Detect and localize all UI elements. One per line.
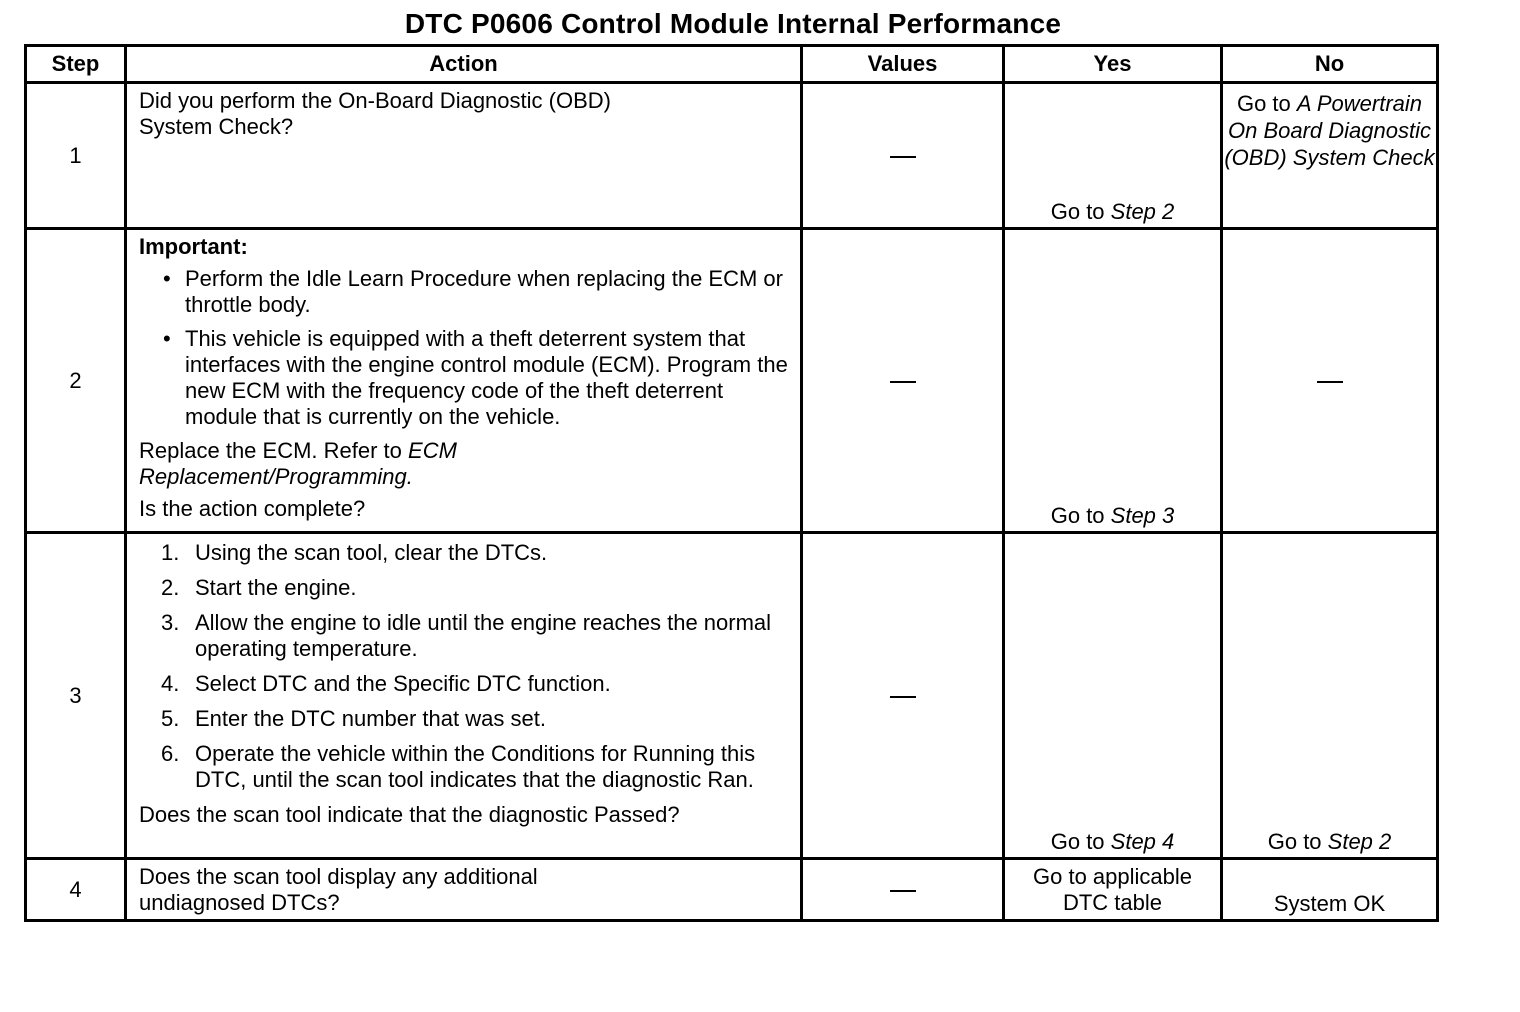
- no-dash: [1317, 381, 1343, 383]
- value-dash: [890, 381, 916, 383]
- no-prefix: Go to: [1236, 91, 1297, 116]
- header-no: No: [1222, 46, 1438, 83]
- values-cell: [802, 859, 1004, 921]
- action-text: Does the scan tool display any additional undiagnosed DTCs?: [139, 864, 538, 915]
- procedure-step: [161, 671, 788, 697]
- yes-prefix: Go to: [1050, 503, 1111, 528]
- no-cell: [1222, 83, 1438, 229]
- step-text: Using the scan tool, clear the DTCs.: [195, 540, 548, 565]
- bullet-item: • This vehicle is equipped with a theft deterrent system that interfaces with the engine control module (ECM). Program the new ECM with the frequency code of the theft deterrent module that is currently on the vehicle.: [185, 326, 788, 430]
- values-cell: [802, 533, 1004, 859]
- yes-link[interactable]: [1005, 829, 1220, 855]
- replace-text: Replace the ECM. Refer to: [139, 438, 409, 463]
- table-row-step-2: [26, 229, 1438, 533]
- yes-ref: Step 2: [1110, 199, 1175, 224]
- important-bullets: [139, 266, 788, 430]
- action-cell: [126, 859, 802, 921]
- procedure-step: [161, 706, 788, 732]
- procedure-step: [161, 575, 788, 601]
- diagnostic-table: [24, 44, 1439, 922]
- no-cell: [1222, 859, 1438, 921]
- no-ref: A Powertrain On Board Diagnostic (OBD) System Check: [1224, 91, 1435, 170]
- step-number: 2: [26, 229, 126, 533]
- header-yes: Yes: [1004, 46, 1222, 83]
- action-question: Does the scan tool indicate that the diagnostic Passed?: [139, 802, 680, 827]
- important-label: Important:: [139, 234, 248, 259]
- action-cell: [126, 229, 802, 533]
- action-question: Is the action complete?: [139, 496, 366, 521]
- action-text: Did you perform the On-Board Diagnostic (OBD) System Check?: [139, 88, 611, 139]
- no-ref: Step 2: [1327, 829, 1392, 854]
- yes-link[interactable]: [1005, 503, 1220, 529]
- yes-prefix: Go to: [1050, 829, 1111, 854]
- values-cell: [802, 83, 1004, 229]
- yes-cell: [1004, 533, 1222, 859]
- step-index: 4.: [161, 671, 180, 696]
- procedure-steps: [139, 540, 788, 793]
- document-title: DTC P0606 Control Module Internal Performance: [404, 8, 1062, 39]
- step-number: 3: [26, 533, 126, 859]
- no-link[interactable]: [1223, 84, 1436, 171]
- action-cell: [126, 83, 802, 229]
- no-cell: [1222, 229, 1438, 533]
- step-index: 1.: [161, 540, 180, 565]
- table-row-step-1: [26, 83, 1438, 229]
- no-result: System OK: [1273, 891, 1386, 916]
- step-text: Enter the DTC number that was set.: [195, 706, 546, 731]
- no-cell: [1222, 533, 1438, 859]
- step-text: Operate the vehicle within the Conditions for Running this DTC, until the scan tool indicates that the diagnostic Ran.: [195, 741, 756, 792]
- header-action: Action: [126, 46, 802, 83]
- step-index: 6.: [161, 741, 180, 766]
- step-index: 2.: [161, 575, 180, 600]
- replace-ref[interactable]: ECM Replacement/Programming.: [139, 438, 457, 489]
- step-text: Start the engine.: [195, 575, 357, 600]
- yes-cell: [1004, 83, 1222, 229]
- table-row-step-4: [26, 859, 1438, 921]
- yes-link[interactable]: Go to applicable DTC table: [1033, 864, 1192, 915]
- header-row: [26, 46, 1438, 83]
- step-number: 1: [26, 83, 126, 229]
- procedure-step: [161, 610, 788, 662]
- value-dash: [890, 156, 916, 158]
- value-dash: [890, 890, 916, 892]
- value-dash: [890, 696, 916, 698]
- yes-link[interactable]: [1005, 199, 1220, 225]
- table-row-step-3: [26, 533, 1438, 859]
- no-link[interactable]: [1223, 829, 1436, 855]
- yes-cell: [1004, 229, 1222, 533]
- header-values: Values: [802, 46, 1004, 83]
- step-index: 3.: [161, 610, 180, 635]
- yes-prefix: Go to: [1050, 199, 1111, 224]
- values-cell: [802, 229, 1004, 533]
- replace-instruction: [139, 438, 788, 490]
- step-number: 4: [26, 859, 126, 921]
- step-text: Allow the engine to idle until the engine reaches the normal operating temperature.: [195, 610, 772, 661]
- yes-cell: [1004, 859, 1222, 921]
- procedure-step: [161, 741, 788, 793]
- action-cell: [126, 533, 802, 859]
- step-index: 5.: [161, 706, 180, 731]
- yes-ref: Step 3: [1110, 503, 1175, 528]
- procedure-step: [161, 540, 788, 566]
- step-text: Select DTC and the Specific DTC function.: [195, 671, 611, 696]
- yes-ref: Step 4: [1110, 829, 1175, 854]
- no-prefix: Go to: [1267, 829, 1328, 854]
- bullet-item: • Perform the Idle Learn Procedure when replacing the ECM or throttle body.: [185, 266, 788, 318]
- header-step: Step: [26, 46, 126, 83]
